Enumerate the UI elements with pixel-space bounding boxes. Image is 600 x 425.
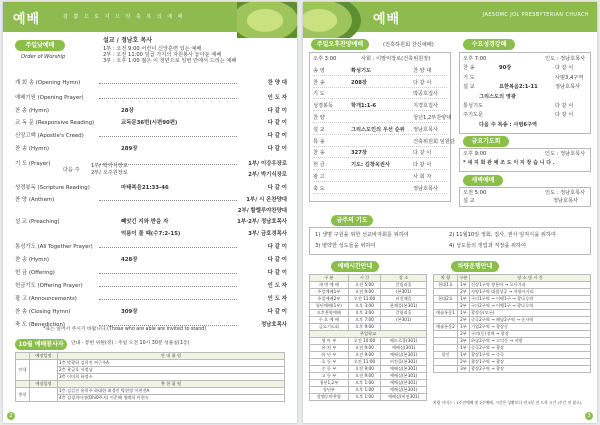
schedule-row	[310, 296, 427, 303]
schedule-cell: 오전 11:00	[348, 296, 381, 303]
vehicle-cell: 구의1구역 → 이팽1구 → 광나루역	[470, 296, 591, 303]
se-dots	[313, 193, 447, 194]
left-page	[3, 2, 297, 423]
ushers-head-2: 안 내 위 원	[58, 353, 285, 360]
order-leader-dots	[99, 164, 237, 165]
vehicle-cell: 2부	[458, 317, 470, 324]
offering-head-2: 봉 헌 위 원	[58, 381, 285, 388]
friday-pill: 금요기도회	[463, 136, 509, 147]
vehicle-cell: 구의(동)경역 → 광장	[470, 331, 591, 338]
se-role: 정남호목사	[413, 126, 439, 133]
prayer-item-2: 2) 11월10일 정회, 집사, 권사 임직식을 위하여	[449, 232, 556, 238]
vehicle-cell: 1부	[458, 345, 470, 352]
order-detail: 289장	[121, 146, 138, 152]
vehicle-cell: 광장1구역 → 광장	[470, 359, 591, 366]
school-cell: 비전홀(본301)	[381, 359, 427, 366]
order-role: 정남호목사	[260, 322, 287, 328]
prayer-note: 다음 주	[63, 167, 80, 173]
time-1: 1부 : 오전 9:00 어린이 신앙훈련 있는 예배	[103, 46, 202, 52]
order-label: 헌 금 (Offering)	[15, 270, 55, 276]
vehicle-row	[434, 352, 591, 359]
se-role: 다 같 이	[413, 162, 432, 169]
school-cell: 베드로홀(301)	[381, 338, 427, 345]
wed-label: 찬 송	[463, 65, 475, 72]
friday-leader: 인도 : 정남호목사	[545, 151, 586, 157]
se-label: 기 도	[313, 91, 325, 98]
school-cell: 청년1,2부	[310, 380, 349, 387]
order-label: 개 회 송 (Opening Hymn)	[15, 80, 81, 86]
ushers-table	[15, 352, 285, 402]
se-role: 건축위원회 임원단	[413, 138, 455, 145]
ushers-head-1: 예장일정	[30, 353, 58, 360]
time-2: 2부 : 오전 11:00 일곱 가지의 자원봉사 놓아둔 예배	[103, 52, 222, 58]
order-role: 다 같 이	[267, 309, 287, 315]
order-role: 1부·2부/ 정남호목사	[237, 219, 287, 225]
vehicle-row	[434, 366, 591, 373]
schedule-row	[310, 324, 427, 331]
se-label: 축 도	[313, 185, 325, 192]
vehicle-row	[434, 310, 591, 317]
order-role: 다 같 이	[267, 133, 287, 139]
se-detail: 확성기도	[351, 67, 372, 74]
vehicle-cell: 2부	[458, 331, 470, 338]
school-cell: 예배실(본301)	[381, 373, 427, 380]
next-caption: 안내 · 봉헌 위원(정) : 주일 오전 10시 30분 성물실(1층)	[71, 341, 190, 346]
se-label: 찬 송	[313, 79, 325, 86]
schedule-cell: 오전 5:00	[348, 282, 381, 289]
schedule-row	[310, 289, 427, 296]
next-pill: 10월 예배봉사자	[15, 339, 67, 350]
vehicle-row	[434, 303, 591, 310]
vehicle-cell: 광장1구역 → 중곡	[470, 352, 591, 359]
se-dots	[313, 157, 447, 158]
school-cell: 중 등 부	[310, 366, 349, 373]
vehicle-cell	[434, 345, 458, 352]
se-dots	[313, 181, 447, 182]
order-leader-dots	[99, 247, 237, 248]
order-leader-dots	[99, 98, 237, 99]
vehicle-cell: 하남2구역 → 고덕동 → 지방	[470, 338, 591, 345]
wed-role: 사범3,4구역	[555, 74, 584, 81]
vehicle-cell	[434, 338, 458, 345]
schedule-pill: 예배시간안내	[331, 261, 379, 272]
order-role: 인 도 자	[267, 296, 287, 302]
order-label: 통성기도 (All Together Prayer)	[15, 244, 93, 250]
schedule-cell: 청년예배(1부)	[310, 303, 349, 310]
school-cell: 오후 1:00	[348, 394, 381, 401]
se-dots	[313, 169, 447, 170]
vehicle-cell: 3부	[458, 338, 470, 345]
schedule-head: 구 분	[310, 275, 349, 282]
schedule-cell: 본채플(본301)	[381, 303, 427, 310]
schedule-cell: 갈릴리홀	[381, 310, 427, 317]
wednesday-pill: 수요성경강해	[463, 39, 515, 50]
vehicle-row	[434, 338, 591, 345]
left-banner-subtitle: 감 쁨 으 로 지 으 라 축 복 의 예 배	[63, 14, 185, 20]
order-label: 찬 송 (Hymn)	[15, 257, 49, 263]
wed-leader: 인도 : 정남호목사	[545, 56, 586, 62]
wed-label: 통성기도	[463, 103, 484, 109]
order-role: 1부/ 이강우장로	[248, 161, 287, 167]
dawn-time: 오전 5:00	[463, 190, 487, 196]
ushers-row: 3층 이미희 하정수	[58, 374, 285, 381]
school-cell: 예배실(본301)	[381, 380, 427, 387]
schedule-cell: 오후 9:00	[348, 324, 381, 331]
wed-label: 설 교	[463, 84, 475, 91]
school-cell: 유 년 부	[310, 352, 349, 359]
schedule-cell: 오후 7:00	[348, 317, 381, 324]
school-row	[310, 380, 427, 387]
order-leader-dots	[99, 83, 237, 84]
order-label: 성경봉독 (Scripture Reading)	[15, 185, 90, 191]
dawn-preach-label: 설 교	[463, 198, 475, 204]
vehicle-row	[434, 317, 591, 324]
schedule-cell: 금요기도회	[310, 324, 349, 331]
order-detail: 억름이 볼 때(수7:2-15)	[121, 231, 181, 237]
offering-head-1: 예장일정	[30, 381, 58, 388]
vehicle-cell	[434, 359, 458, 366]
order-label: 신앙고백 (Apostle's Creed)	[15, 133, 84, 139]
order-label: 찬 송 (Closing Hymn)	[15, 309, 71, 315]
school-cell: 오전 11:00	[348, 359, 381, 366]
order-leader-dots	[99, 136, 237, 137]
vehicle-head: 장 소 및 시 간	[470, 275, 591, 282]
schedule-cell: 새 벽 예 배	[310, 282, 349, 289]
wed-detail: 다음 주 특송 : 사범6구역	[479, 121, 538, 128]
vehicle-cell	[434, 289, 458, 296]
vehicle-cell: 1부	[458, 310, 470, 317]
schedule-cell: 오전 9:00	[348, 289, 381, 296]
vehicle-cell: 광장동(모든)	[470, 310, 591, 317]
order-leader-dots	[99, 200, 237, 201]
right-banner-subtitle: JAESOMC JOL PRESBYTERIAN CHURCH	[482, 13, 589, 18]
schedule-head: 시 간	[348, 275, 381, 282]
order-en: Order of Worship	[21, 54, 66, 60]
vehicle-row	[434, 289, 591, 296]
prayer-pill: 금주의 기도	[331, 215, 373, 226]
school-cell: 예배실(본301)	[381, 366, 427, 373]
schedule-head: 장 소	[381, 275, 427, 282]
school-cell: 예배실(본301)	[381, 387, 427, 394]
order-pill: 주일낮예배	[15, 40, 65, 51]
left-banner-title: 예배	[13, 12, 41, 27]
order-label: 교 독 문 (Responsive Reading)	[15, 120, 95, 126]
order-leader-dots	[99, 325, 237, 326]
vehicle-cell: 신상1구역 쌍용아 → 오사거리	[470, 282, 591, 289]
vehicle-cell: 1부	[458, 296, 470, 303]
schedule-cell: 수 요 예 배	[310, 317, 349, 324]
schedule-cell: 주일예배1부	[310, 289, 349, 296]
vehicle-row	[434, 324, 591, 331]
page-number-right: 3	[585, 412, 593, 420]
school-cell: 초 등 부	[310, 359, 349, 366]
schedule-cell: 주일예배2부	[310, 296, 349, 303]
wed-role: 다 같 이	[555, 65, 574, 72]
order-role: 다 같 이	[267, 185, 287, 191]
wed-detail: 그리스도의 영광	[479, 93, 516, 100]
se-label: 성경봉독	[313, 103, 334, 110]
se-time: 오후 3:00	[313, 56, 337, 62]
schedule-row	[310, 310, 427, 317]
vehicle-cell: 2부	[458, 303, 470, 310]
vehicle-row	[434, 345, 591, 352]
order-role: 찬 양 대	[267, 80, 287, 86]
leader: 설교 / 정남호 목사	[103, 37, 153, 44]
time-3: 3부 : 오후 1:00 젊은 이 청년으로 일번 안에서 드리는 예배	[103, 58, 237, 64]
vehicle-note: 차량 서비스 : 1주전예배 및 2주예배, 시간은 상황보다 약 5분 전 도착 시간 (주간 전 광고).	[433, 400, 583, 405]
se-dots	[313, 134, 447, 135]
sunday-evening-pill: 주일오후찬양예배	[311, 39, 369, 50]
schedule-table	[309, 274, 427, 401]
ushers-row: 1층 박광하 김희진 여근주A	[58, 360, 285, 367]
order-detail: 428장	[121, 257, 138, 263]
vehicle-cell: 할인	[434, 352, 458, 359]
sunday-evening-sub: (진혹하원회 찬신예배)	[383, 42, 434, 48]
vehicle-cell: 예술통운1	[434, 310, 458, 317]
school-row	[310, 394, 427, 401]
schedule-cell	[381, 324, 427, 331]
offering-key: 봉헌	[16, 388, 30, 402]
vehicle-cell: 구의2구역 → 이팽1구 → 광나루역	[470, 303, 591, 310]
wed-detail: 요한복음2:1-11	[499, 84, 538, 91]
prayer-mid-2: 2부/ 오주원장로	[91, 170, 128, 176]
se-dots	[313, 122, 447, 123]
school-cell: 예배실(비전301)	[381, 394, 427, 401]
se-detail: 그리스도인의 우선 순위	[351, 126, 405, 133]
vehicle-head: 차 량	[434, 275, 458, 282]
order-label: 설 교 (Preaching)	[15, 219, 60, 225]
order-role: 2부/ 할렐루야찬양대	[237, 208, 287, 214]
wed-label: 주기도문	[463, 112, 484, 119]
schedule-row	[310, 303, 427, 310]
se-detail: 208장	[351, 79, 367, 86]
school-cell: 오전 9:00	[348, 352, 381, 359]
prayer-item-1: 1) 생명 구원을 위한 선교바자회를 위하여	[315, 232, 409, 238]
vehicle-cell: 자양1구역 대림성공 → 자양사거리	[470, 289, 591, 296]
right-banner	[303, 2, 597, 32]
vehicle-cell: 2부	[458, 359, 470, 366]
vehicle-cell: 1부	[458, 324, 470, 331]
vehicle-cell: 중곡2구역 → 해남2구역 → 군자역	[470, 317, 591, 324]
wed-detail: 90장	[499, 65, 512, 72]
school-cell: 고 등 부	[310, 373, 349, 380]
school-cell: 할렐루야찬양	[310, 394, 349, 401]
vehicle-cell: 1부	[458, 352, 470, 359]
order-label: 기 도 (Prayer)	[15, 161, 51, 167]
vehicle-cell: 2부	[458, 289, 470, 296]
school-row	[310, 338, 427, 345]
order-leader-dots	[99, 273, 237, 274]
se-label: 찬 양	[313, 115, 325, 121]
order-detail: 309장	[121, 309, 138, 315]
se-dots	[313, 98, 447, 99]
vehicle-cell: 1부	[458, 282, 470, 289]
order-label: 찬 송 (Hymn)	[15, 146, 49, 152]
vehicle-cell: 3부	[458, 366, 470, 373]
order-role: 다 같 이	[267, 146, 287, 152]
vehicle-cell	[434, 331, 458, 338]
se-role: 박공호집사	[413, 91, 439, 98]
order-role: 3부/ 금호경목사	[248, 231, 287, 237]
school-cell: 예배실(본301)	[381, 352, 427, 359]
se-label: 헌 금	[313, 162, 325, 169]
se-role: 청년1,2부찬양대	[413, 115, 452, 121]
se-detail: 기도: 김창욱권사	[351, 162, 390, 169]
school-head: 주일학교	[310, 331, 427, 338]
se-label: 특 송	[313, 138, 325, 145]
se-label: 설 교	[313, 126, 325, 133]
vehicle-row	[434, 296, 591, 303]
order-role: 다 같 이	[267, 244, 287, 250]
school-row	[310, 352, 427, 359]
school-cell: 예배실(301)	[381, 345, 427, 352]
order-role: 다 같 이	[267, 270, 287, 276]
se-label: 송 영	[313, 67, 325, 74]
order-detail: 28장	[121, 108, 134, 114]
order-role: 2부/ 박기식장로	[248, 172, 287, 178]
order-role: 1부/ 시 온찬양대	[246, 197, 287, 203]
se-label: 찬 송	[313, 150, 325, 157]
school-row	[310, 366, 427, 373]
school-cell: 오전 9:00	[348, 345, 381, 352]
order-role: 인 도 자	[267, 95, 287, 101]
stand-note: *표는 일어서 주시기 바랍니다.(Those who are able are invited to stand)	[43, 327, 207, 332]
order-label: 헌금기도 (Offering Prayer)	[15, 283, 83, 289]
schedule-cell: 갈릴리홀	[381, 282, 427, 289]
se-role: 지경호집사	[413, 103, 439, 110]
order-leader-dots	[99, 299, 237, 300]
se-label: 광 고	[313, 174, 325, 180]
order-role: 다 같 이	[267, 257, 287, 263]
school-row	[310, 373, 427, 380]
dawn-leader: 인도 : 정남호목사	[545, 190, 586, 196]
vehicle-cell: 현대2호	[434, 296, 458, 303]
vehicle-row	[434, 331, 591, 338]
school-cell: 오전 9:00	[348, 373, 381, 380]
order-label: 찬 양 (Anthem)	[15, 197, 55, 203]
schedule-cell: 비전채플	[381, 296, 427, 303]
school-row	[310, 345, 427, 352]
school-cell: 오전 9:00	[348, 366, 381, 373]
offering-row: 1층 김길진 윤희주 하대한 최경진 박현정 이현진A	[58, 388, 285, 395]
order-detail: 빼앗긴 지와 받을 자	[121, 219, 169, 225]
schedule-cell: (본301)	[381, 317, 427, 324]
school-row	[310, 359, 427, 366]
se-role: 다 같 이	[413, 150, 432, 157]
school-cell: 영 아 부	[310, 338, 349, 345]
vehicle-pill: 차량운행안내	[451, 261, 499, 272]
vehicle-row	[434, 282, 591, 289]
vehicle-table	[433, 274, 591, 373]
se-dots	[313, 146, 447, 147]
school-cell: 오전 10:00	[348, 338, 381, 345]
friday-note: * 새 지 회 관 예 조 도 이 지 장 습 니 다 .	[463, 160, 555, 166]
schedule-cell: 오후 3:00	[348, 310, 381, 317]
wed-time: 오후 7:00	[463, 56, 487, 62]
offering-row: 4층 김경희아정(Ohi0주지) 이준혜 생례희 이현숙	[58, 395, 285, 402]
vehicle-cell	[434, 303, 458, 310]
wed-role: 정남호목사	[555, 84, 581, 91]
dawn-preacher: 정남호목사	[553, 198, 579, 204]
vehicle-cell: 기업2구역 → 광장동	[470, 324, 591, 331]
right-banner-title: 예배	[373, 12, 401, 27]
prayer-item-3: 3) 병약한 성도들을 위하여	[315, 243, 376, 249]
order-role: 다 같 이	[267, 120, 287, 126]
vehicle-cell: 광장2구역 → 광장	[470, 366, 591, 373]
se-role: 다 같 이	[413, 79, 432, 86]
prayer-item-4: 4) 성도들의 생업과 직장을 위하여	[449, 243, 527, 249]
se-host: 사회 : 이말익장로(건축위원장)	[361, 56, 431, 62]
school-cell: 청년부	[310, 387, 349, 394]
prayer-mid-1: 1부/ 박기식장로	[91, 163, 128, 169]
se-role: 찬 양 대	[413, 67, 432, 74]
order-detail: 교독문36번(시편90편)	[121, 120, 178, 126]
schedule-cell: 오후 3:00	[348, 303, 381, 310]
vehicle-row	[434, 359, 591, 366]
school-cell: 유 치 부	[310, 345, 349, 352]
vehicle-head: 구분	[459, 275, 468, 280]
vehicle-cell	[434, 317, 458, 324]
page-number-left: 2	[7, 412, 15, 420]
left-banner	[3, 2, 297, 32]
schedule-cell: 오후찬양예배	[310, 310, 349, 317]
leaf-decoration	[303, 2, 361, 38]
order-label: 찬 송 (Hymn)	[15, 108, 49, 114]
schedule-row	[310, 317, 427, 324]
right-page	[303, 2, 597, 423]
se-dots	[313, 110, 447, 111]
friday-time: 오후 9:00	[463, 151, 487, 157]
order-role: 다 같 이	[267, 108, 287, 114]
schedule-cell: (본301)	[381, 289, 427, 296]
se-dots	[313, 87, 447, 88]
se-role: 사 회 자	[413, 174, 432, 180]
leaf-decoration	[237, 2, 297, 38]
order-leader-dots	[99, 286, 237, 287]
ushers-key: 안내	[16, 360, 30, 381]
se-role: 정남호목사	[413, 185, 439, 192]
order-detail: 마태복음21:33-46	[121, 185, 169, 191]
order-label: 축 도 (Benediction)	[15, 322, 66, 328]
se-dots	[313, 75, 447, 76]
vehicle-cell: 예술통운2	[434, 324, 458, 331]
wed-label: 기 도	[463, 74, 475, 81]
order-label: 광 고 (Announcements)	[15, 296, 77, 302]
order-label: 예배기원 (Opening Prayer)	[15, 95, 84, 101]
vehicle-cell	[434, 366, 458, 373]
dawn-pill: 새벽예배	[463, 175, 503, 186]
vehicle-cell: 중곡2구역 → 광장	[470, 345, 591, 352]
order-role: 인 도 자	[267, 283, 287, 289]
schedule-row	[310, 282, 427, 289]
se-detail: 327장	[351, 150, 367, 157]
ushers-row: 2층 곽금호 서정남	[58, 367, 285, 374]
vehicle-cell: 현대1호	[434, 282, 458, 289]
school-cell: 오후 1:00	[348, 387, 381, 394]
wed-role: 다 같 이	[555, 103, 574, 109]
school-row	[310, 387, 427, 394]
wed-role: 다 같 이	[555, 112, 574, 119]
school-cell: 오후 1:00	[348, 380, 381, 387]
se-detail: 학개1:1-6	[351, 103, 377, 110]
